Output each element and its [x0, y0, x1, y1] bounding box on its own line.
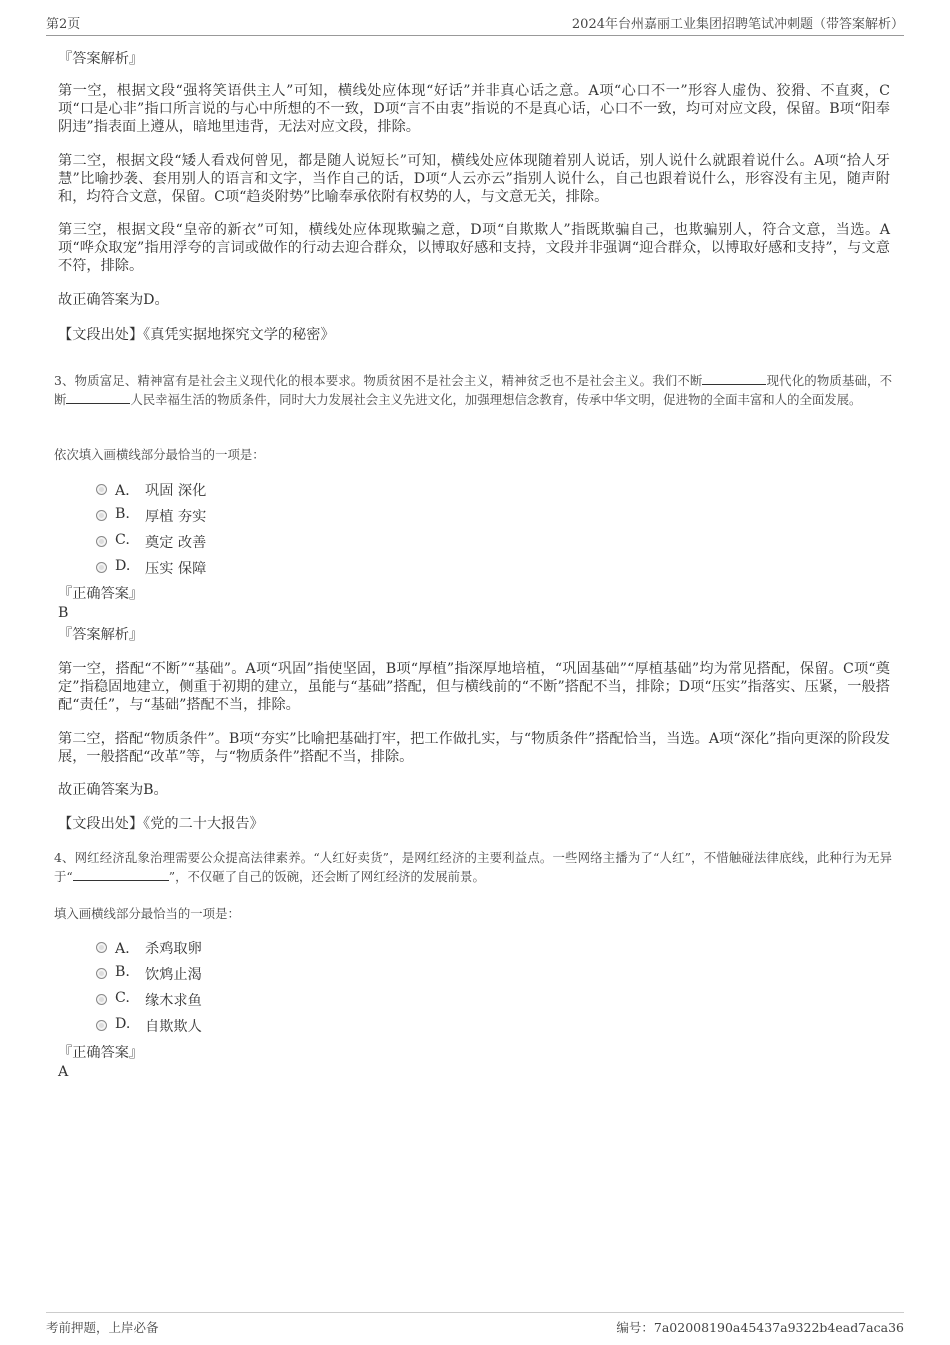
- option-letter: B.: [115, 964, 130, 980]
- option-letter: A．: [115, 483, 140, 499]
- option-text: 饮鸩止渴: [145, 967, 202, 983]
- q2-analysis-paragraph-3: 第三空，根据文段“皇帝的新衣”可知，横线处应体现欺骗之意，D项“自欺欺人”指既欺骗自己，也欺骗别人，符合文意，当选。A项“哗众取宠”指用浮夸的言词或做作的行动去迎合群众，以博取好感和支持，文段并非强调“迎合群众，以博取好感和支持”，与文意不符，排除。: [58, 222, 890, 274]
- q3-source-label: 【文段出处】: [58, 816, 144, 832]
- q4-answer-label: 『正确答案』: [58, 1045, 144, 1061]
- q3-analysis-paragraph-2: 第二空，搭配“物质条件”。B项“夯实”比喻把基础打牢，把工作做扎实，与“物质条件”搭配恰当，当选。A项“深化”指向更深的阶段发展，一般搭配“改革”等，与“物质条件”搭配不当，排除。: [58, 731, 890, 765]
- q2-source-label: 【文段出处】: [58, 327, 144, 343]
- q2-analysis-label: 『答案解析』: [58, 51, 144, 67]
- option-letter: D.: [115, 1016, 131, 1032]
- q4-stem: [54, 848, 892, 886]
- option-letter: D.: [115, 558, 131, 574]
- q3-analysis-label: 『答案解析』: [58, 627, 144, 643]
- q3-blank-2: [66, 392, 130, 404]
- radio-icon[interactable]: [96, 968, 107, 979]
- radio-icon[interactable]: [96, 942, 107, 953]
- q3-conclusion: 故正确答案为B。: [58, 782, 168, 798]
- q3-answer-label: 『正确答案』: [58, 586, 144, 602]
- footer-slogan: 考前押题，上岸必备: [46, 1320, 159, 1335]
- page-header: [46, 10, 904, 36]
- option-letter: C.: [115, 532, 130, 548]
- q3-stem-part-c: 人民幸福生活的物质条件，同时大力发展社会主义先进文化，加强理想信念教育，传承中华文明，促进物的全面丰富和人的全面发展。: [130, 392, 862, 407]
- q3-stem-part-a: 3、物质富足、精神富有是社会主义现代化的根本要求。物质贫困不是社会主义，精神贫乏也不是社会主义。我们不断: [54, 373, 703, 388]
- radio-icon[interactable]: [96, 484, 107, 495]
- option-letter: B.: [115, 506, 130, 522]
- q2-conclusion: 故正确答案为D。: [58, 292, 169, 308]
- q2-source: [58, 326, 890, 344]
- q3-stem: [54, 371, 892, 409]
- q3-source: [58, 815, 890, 833]
- option-text: 奠定 改善: [145, 535, 207, 551]
- document-id: 编号：7a02008190a45437a9322b4ead7aca36: [616, 1320, 904, 1335]
- radio-icon[interactable]: [96, 510, 107, 521]
- q2-source-title: 《真凭实据地探究文学的秘密》: [143, 327, 335, 343]
- q4-stem-part-b: ”，不仅砸了自己的饭碗，还会断了网红经济的发展前景。: [168, 869, 485, 884]
- radio-icon[interactable]: [96, 562, 107, 573]
- option-text: 巩固 深化: [145, 483, 207, 499]
- q4-stem-part-a: 4、网红经济乱象治理需要公众提高法律素养。“人红好卖货”，是网红经济的主要利益点。一些网络主播为了“人红”，不惜触碰法律底线，此种行为无异于“: [54, 850, 892, 884]
- q3-answer: B: [58, 605, 69, 621]
- document-title: 2024年台州嘉丽工业集团招聘笔试冲刺题（带答案解析）: [571, 17, 904, 32]
- q4-answer: A: [58, 1064, 69, 1080]
- option-text: 压实 保障: [145, 561, 207, 577]
- q4-prompt: 填入画横线部分最恰当的一项是：: [54, 906, 240, 921]
- page-number: 第2页: [46, 17, 81, 32]
- option-text: 缘木求鱼: [145, 993, 202, 1009]
- q3-prompt: 依次填入画横线部分最恰当的一项是：: [54, 447, 265, 462]
- q3-blank-1: [702, 373, 766, 385]
- q2-analysis-paragraph-2: 第二空，根据文段“矮人看戏何曾见，都是随人说短长”可知，横线处应体现随着别人说话，别人说什么就跟着说什么。A项“拾人牙慧”比喻抄袭、套用别人的语言和文字，当作自己的话，D项“人云亦云”指别人说什么，自己也跟着说什么，形容没有主见，随声附和，均符合文意，保留。C项“趋炎附势”比喻奉承依附有权势的人，与文意无关，排除。: [58, 153, 890, 205]
- option-letter: C.: [115, 990, 130, 1006]
- radio-icon[interactable]: [96, 994, 107, 1005]
- radio-icon[interactable]: [96, 536, 107, 547]
- option-text: 自欺欺人: [145, 1019, 202, 1035]
- option-letter: A．: [115, 941, 140, 957]
- q2-analysis-paragraph-1: 第一空，根据文段“强将笑语供主人”可知，横线处应体现“好话”并非真心话之意。A项“心口不一”形容人虚伪、狡猾、不直爽，C项“口是心非”指口所言说的与心中所想的不一致，D项“言不由衷”指说的不是真心话，心口不一致，均可对应文段，保留。B项“阳奉阴违”指表面上遵从，暗地里违背，无法对应文段，排除。: [58, 83, 890, 135]
- q3-source-title: 《党的二十大报告》: [143, 816, 264, 832]
- option-text: 厚植 夯实: [145, 509, 207, 525]
- q3-stem-part-b: 现代化的物质基础，不断: [54, 373, 893, 407]
- radio-icon[interactable]: [96, 1020, 107, 1031]
- q4-blank: [73, 869, 169, 881]
- option-text: 杀鸡取卵: [145, 941, 202, 957]
- q3-analysis-paragraph-1: 第一空，搭配“不断”“基础”。A项“巩固”指使坚固，B项“厚植”指深厚地培植，“巩固基础”“厚植基础”均为常见搭配，保留。C项“奠定”指稳固地建立，侧重于初期的建立，虽能与“基础”搭配，但与横线前的“不断”搭配不当，排除；D项“压实”指落实、压紧，一般搭配“责任”，与“基础”搭配不当，排除。: [58, 661, 890, 713]
- page-footer: [46, 1312, 904, 1337]
